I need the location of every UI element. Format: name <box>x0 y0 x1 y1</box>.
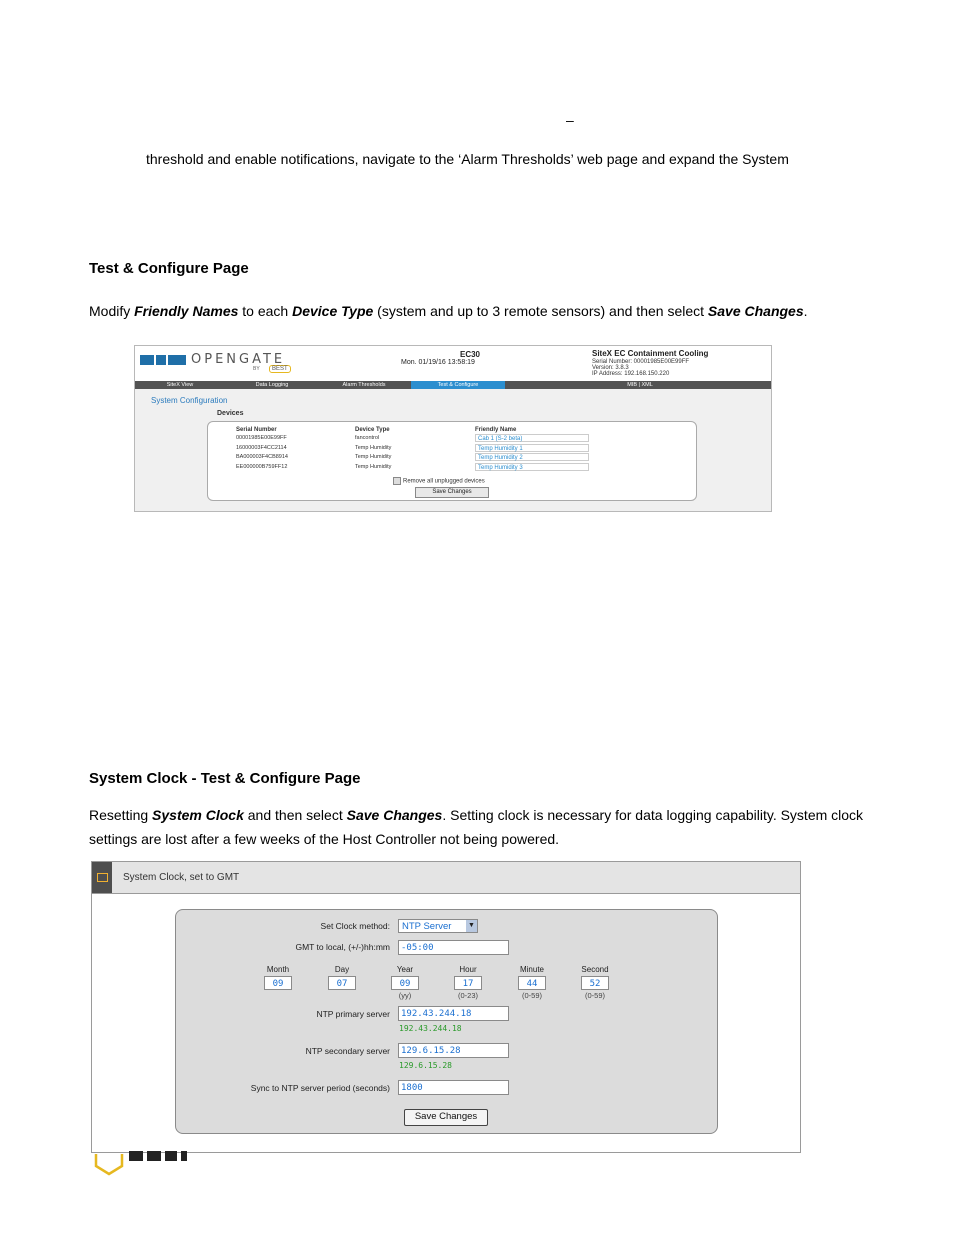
sync-period-input[interactable]: 1800 <box>398 1080 509 1095</box>
year-field <box>385 965 425 1000</box>
test-configure-paragraph <box>89 299 808 323</box>
day-label: Day <box>334 965 350 974</box>
month-hint <box>258 991 298 1000</box>
gmt-offset-input[interactable]: -05:00 <box>398 940 509 955</box>
dash-mark: – <box>566 112 574 128</box>
hour-input[interactable]: 17 <box>454 976 482 990</box>
year-label: Year <box>396 965 414 974</box>
row-device-type: Temp Humidity <box>355 454 392 460</box>
opengate-logo-icon <box>140 355 188 373</box>
day-hint <box>322 991 362 1000</box>
paragraph-text: (system and up to 3 remote sensors) and then select <box>373 303 708 319</box>
remove-unplugged-checkbox[interactable] <box>393 477 401 485</box>
paragraph-text: Modify <box>89 303 135 319</box>
tab-alarm-thresholds[interactable]: Alarm Thresholds <box>342 382 386 388</box>
ntp-primary-label: NTP primary server <box>316 1009 390 1019</box>
opengate-logo-text: OPENGATE <box>191 352 286 367</box>
second-input[interactable]: 52 <box>581 976 609 990</box>
paragraph-text: . Setting clock is necessary for data logging capability. System clock <box>442 807 864 823</box>
ntp-secondary-status: 129.6.15.28 <box>399 1061 452 1070</box>
clock-method-label: Set Clock method: <box>320 921 390 931</box>
device-info <box>592 359 689 377</box>
paragraph-text: settings are lost after a few weeks of the Host Controller not being powered. <box>89 831 560 847</box>
tab-test-configure[interactable]: Test & Configure <box>411 381 505 389</box>
emphasis-friendly-names: Friendly Names <box>134 303 239 319</box>
paragraph-text: . <box>803 303 808 319</box>
column-header-friendly-name: Friendly Name <box>475 427 517 433</box>
gmt-offset-label: GMT to local, (+/-)hh:mm <box>295 942 390 952</box>
tab-data-logging[interactable]: Data Logging <box>255 382 289 388</box>
month-label: Month <box>266 965 290 974</box>
best-footer-logo <box>93 1150 193 1178</box>
save-changes-button[interactable]: Save Changes <box>404 1109 488 1126</box>
month-field <box>258 965 298 1000</box>
system-clock-paragraph <box>89 803 863 851</box>
config-body <box>135 389 771 511</box>
second-field <box>575 965 615 1000</box>
minute-input[interactable]: 44 <box>518 976 546 990</box>
system-clock-header <box>92 862 800 894</box>
paragraph-text: to each <box>238 303 293 319</box>
paragraph-text: and then select <box>243 807 347 823</box>
date-time: Mon. 01/19/16 13:58:19 <box>401 359 475 366</box>
devices-table <box>207 421 697 501</box>
clock-method-value: NTP Server <box>402 921 452 932</box>
minute-hint: (0-59) <box>521 991 542 1000</box>
month-input[interactable]: 09 <box>264 976 292 990</box>
intro-text: threshold and enable notifications, navigate to the ‘Alarm Thresholds’ web page and expand the System <box>146 151 789 167</box>
model-name: EC30 <box>459 350 480 359</box>
second-label: Second <box>581 965 609 974</box>
ntp-primary-status: 192.43.244.18 <box>399 1024 462 1033</box>
remove-unplugged-option[interactable] <box>393 477 485 485</box>
row-serial: EE000000B759FF12 <box>236 464 288 470</box>
ntp-secondary-label: NTP secondary server <box>305 1046 390 1056</box>
emphasis-system-clock: System Clock <box>152 807 244 823</box>
system-configuration-title: System Configuration <box>151 396 228 405</box>
row-serial: BA000003F4CB8914 <box>236 454 288 460</box>
tab-mib-xml[interactable]: MIB | XML <box>627 382 653 388</box>
nav-tabs <box>135 381 771 389</box>
site-title: SiteX EC Containment Cooling <box>592 349 709 358</box>
row-device-type: Temp Humidity <box>355 464 392 470</box>
sync-period-label: Sync to NTP server period (seconds) <box>250 1083 390 1093</box>
minute-label: Minute <box>519 965 544 974</box>
row-serial: 00001985E00E99FF <box>236 435 287 441</box>
serial-line: Serial Number: 00001985E00E99FF <box>592 359 690 365</box>
row-device-type: fancontrol <box>355 435 380 441</box>
system-clock-title: System Clock, set to GMT <box>123 872 240 883</box>
logo-by: BY <box>253 366 260 372</box>
minute-field <box>512 965 552 1000</box>
chevron-down-icon[interactable]: ▼ <box>466 920 477 932</box>
collapse-toggle-icon[interactable] <box>92 862 112 893</box>
friendly-name-input[interactable]: Cab 1 (S-2 beta) <box>475 434 589 442</box>
ip-line: IP Address: 192.168.150.220 <box>592 371 670 377</box>
emphasis-device-type: Device Type <box>292 303 374 319</box>
friendly-name-input[interactable]: Temp Humidity 1 <box>475 444 589 452</box>
hour-hint: (0-23) <box>457 991 478 1000</box>
section-heading-system-clock: System Clock - Test & Configure Page <box>89 770 361 787</box>
year-hint: (yy) <box>398 991 412 1000</box>
section-heading-test-configure: Test & Configure Page <box>89 260 249 277</box>
clock-method-select[interactable] <box>398 919 478 933</box>
tab-sitex-view[interactable]: SiteX View <box>166 382 194 388</box>
ntp-secondary-input[interactable]: 129.6.15.28 <box>398 1043 509 1058</box>
day-input[interactable]: 07 <box>328 976 356 990</box>
remove-unplugged-label: Remove all unplugged devices <box>403 478 485 485</box>
system-clock-panel <box>175 909 718 1134</box>
column-header-device-type: Device Type <box>355 427 390 433</box>
system-clock-screenshot <box>91 861 801 1153</box>
best-logo: BEST <box>269 365 291 373</box>
second-hint: (0-59) <box>584 991 605 1000</box>
column-header-serial: Serial Number <box>236 427 277 433</box>
hour-field <box>448 965 488 1000</box>
emphasis-save-changes: Save Changes <box>707 303 804 319</box>
opengate-header <box>135 346 771 382</box>
opengate-config-screenshot <box>134 345 772 512</box>
friendly-name-input[interactable]: Temp Humidity 3 <box>475 463 589 471</box>
friendly-name-input[interactable]: Temp Humidity 2 <box>475 453 589 461</box>
save-changes-button[interactable]: Save Changes <box>415 487 489 498</box>
paragraph-text: Resetting <box>89 807 153 823</box>
row-serial: 16000003F4CC2114 <box>236 445 287 451</box>
ntp-primary-input[interactable]: 192.43.244.18 <box>398 1006 509 1021</box>
row-device-type: Temp Humidity <box>355 445 392 451</box>
devices-label: Devices <box>217 410 244 417</box>
version-line: Version: 3.8.3 <box>592 365 629 371</box>
emphasis-save-changes: Save Changes <box>346 807 443 823</box>
year-input[interactable]: 09 <box>391 976 419 990</box>
day-field <box>322 965 362 1000</box>
hour-label: Hour <box>459 965 477 974</box>
